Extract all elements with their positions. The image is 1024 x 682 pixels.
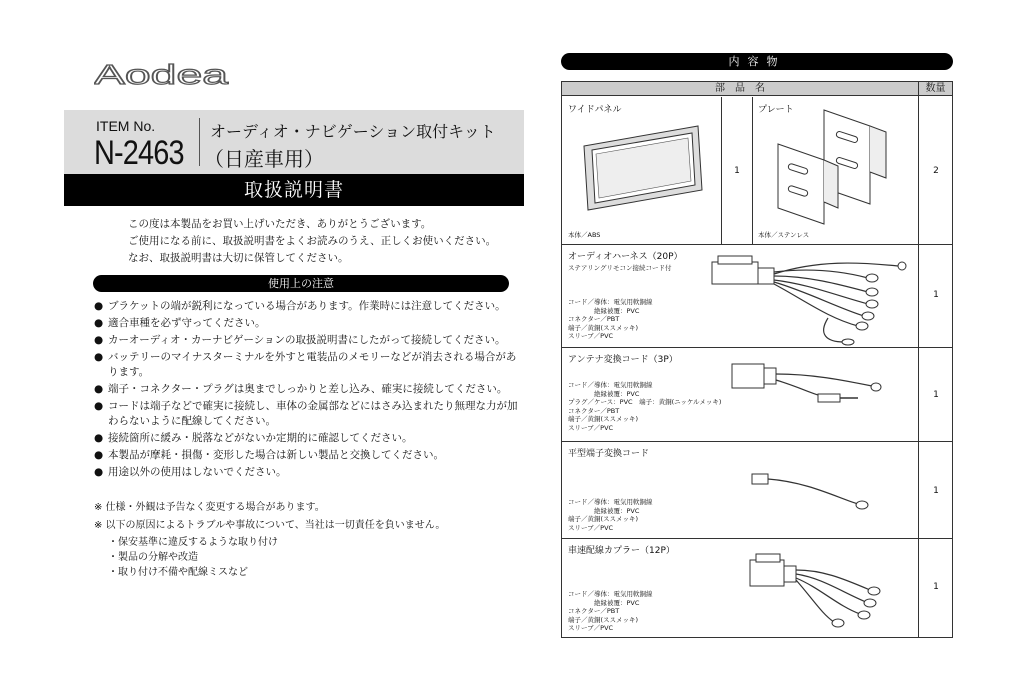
aodea-logo xyxy=(94,60,234,90)
row-divider xyxy=(562,538,952,539)
row-divider xyxy=(562,244,952,245)
antenna-cord-spec: コード／導体：電気用軟銅線 絶縁被覆：PVC プラグ／ケース：PVC 端子：黄銅(ニッケルメッキ) コネクター／PBT 端子／黄銅(ススメッキ) スリーブ／PVC xyxy=(568,381,722,432)
product-vehicle: （日産車用） xyxy=(204,147,324,171)
caution-item: ● ブラケットの端が鋭利になっている場合があります。作業時には注意してください。 xyxy=(94,299,524,314)
audio-harness-illustration xyxy=(708,248,918,348)
antenna-cord-qty: 1 xyxy=(933,390,939,400)
audio-harness-qty: 1 xyxy=(933,290,939,300)
subnote-item: ・ 製品の分解や改造 xyxy=(108,550,278,565)
plate-qty: 2 xyxy=(933,166,939,176)
caution-item: ● 本製品が摩耗・損傷・変形した場合は新しい製品と交換してください。 xyxy=(94,448,524,463)
flat-terminal-illustration xyxy=(748,468,878,518)
qty-column-line xyxy=(918,82,919,637)
antenna-cord-name: アンテナ変換コード（3P） xyxy=(568,355,678,365)
disclaimer-sublist xyxy=(108,535,278,580)
header-parts: 部 品 名 xyxy=(562,82,918,96)
plate-illustration xyxy=(774,104,904,230)
subnote-item: ・ 取り付け不備や配線ミスなど xyxy=(108,565,278,580)
caution-item: ● 端子・コネクター・プラグは奥までしっかりと差し込み、確実に接続してください。 xyxy=(94,382,524,397)
caution-item: ● バッテリーのマイナスターミナルを外すと電装品のメモリーなどが消去される場合があります。 xyxy=(94,350,524,380)
note-line: ※ 仕様・外観は予告なく変更する場合があります。 xyxy=(94,502,325,513)
speed-coupler-name: 車速配線カプラー（12P） xyxy=(568,546,675,556)
logo-text: Aodea xyxy=(94,60,229,90)
caution-item: ● カーオーディオ・カーナビゲーションの取扱説明書にしたがって接続してください。 xyxy=(94,333,524,348)
intro-line: なお、取扱説明書は大切に保管してください。 xyxy=(128,252,349,264)
speed-coupler-qty: 1 xyxy=(933,582,939,592)
caution-heading: 使用上の注意 xyxy=(93,275,509,292)
disclaimer-notes xyxy=(94,500,445,536)
flat-terminal-spec: コード／導体：電気用軟銅線 絶縁被覆：PVC 端子／黄銅(ススメッキ) スリーブ／PVC xyxy=(568,498,653,532)
note-line: ※ 以下の原因によるトラブルや事故について、当社は一切責任を負いません。 xyxy=(94,520,446,531)
product-name: オーディオ・ナビゲーション取付キット xyxy=(210,122,496,141)
intro-text xyxy=(128,216,496,267)
contents-heading: 内容物 xyxy=(561,53,953,70)
row-divider xyxy=(562,347,952,348)
caution-list xyxy=(94,299,524,482)
audio-harness-spec: コード／導体：電気用軟銅線 絶縁被覆：PVC コネクター／PBT 端子／黄銅(ススメッキ) スリーブ／PVC xyxy=(568,298,653,340)
item-number: N-2463 xyxy=(94,134,184,172)
intro-line: ご使用になる前に、取扱説明書をよくお読みのうえ、正しくお使いください。 xyxy=(128,235,497,247)
audio-harness-name: オーディオハーネス（20P） xyxy=(568,252,683,262)
intro-line: この度は本製品をお買い上げいただき、ありがとうございます。 xyxy=(128,218,432,230)
row1-split-line xyxy=(752,97,753,244)
row-divider xyxy=(562,441,952,442)
contents-table xyxy=(561,81,953,638)
caution-item: ● コードは端子などで確実に接続し、車体の金属部などにはさみ込まれたり無理な力が加わらないように配線してください。 xyxy=(94,399,524,429)
audio-harness-sub: ステアリングリモコン接続コード付 xyxy=(568,264,672,272)
speed-coupler-illustration xyxy=(742,548,892,632)
caution-item: ● 適合車種を必ず守ってください。 xyxy=(94,316,524,331)
caution-item: ● 接続箇所に緩み・脱落などがないか定期的に確認してください。 xyxy=(94,431,524,446)
subnote-item: ・ 保安基準に違反するような取り付け xyxy=(108,535,278,550)
plate-material: 本体／ステンレス xyxy=(758,231,810,239)
speed-coupler-spec: コード／導体：電気用軟銅線 絶縁被覆：PVC コネクター／PBT 端子／黄銅(ススメッキ) スリーブ／PVC xyxy=(568,590,653,632)
manual-title: 取扱説明書 xyxy=(64,174,524,206)
flat-terminal-qty: 1 xyxy=(933,486,939,496)
flat-terminal-name: 平型端子変換コード xyxy=(568,449,650,459)
item-divider xyxy=(199,118,200,166)
caution-item: ● 用途以外の使用はしないでください。 xyxy=(94,465,524,480)
panel-material: 本体／ABS xyxy=(568,231,601,239)
header-qty: 数量 xyxy=(919,82,952,96)
item-number-label: ITEM No. xyxy=(96,118,156,134)
plate-name: プレート xyxy=(758,105,794,115)
wide-panel-illustration xyxy=(578,118,708,218)
panel-name: ワイドパネル xyxy=(568,105,622,115)
panel-qty: 1 xyxy=(734,166,740,176)
antenna-cord-illustration xyxy=(722,354,902,434)
